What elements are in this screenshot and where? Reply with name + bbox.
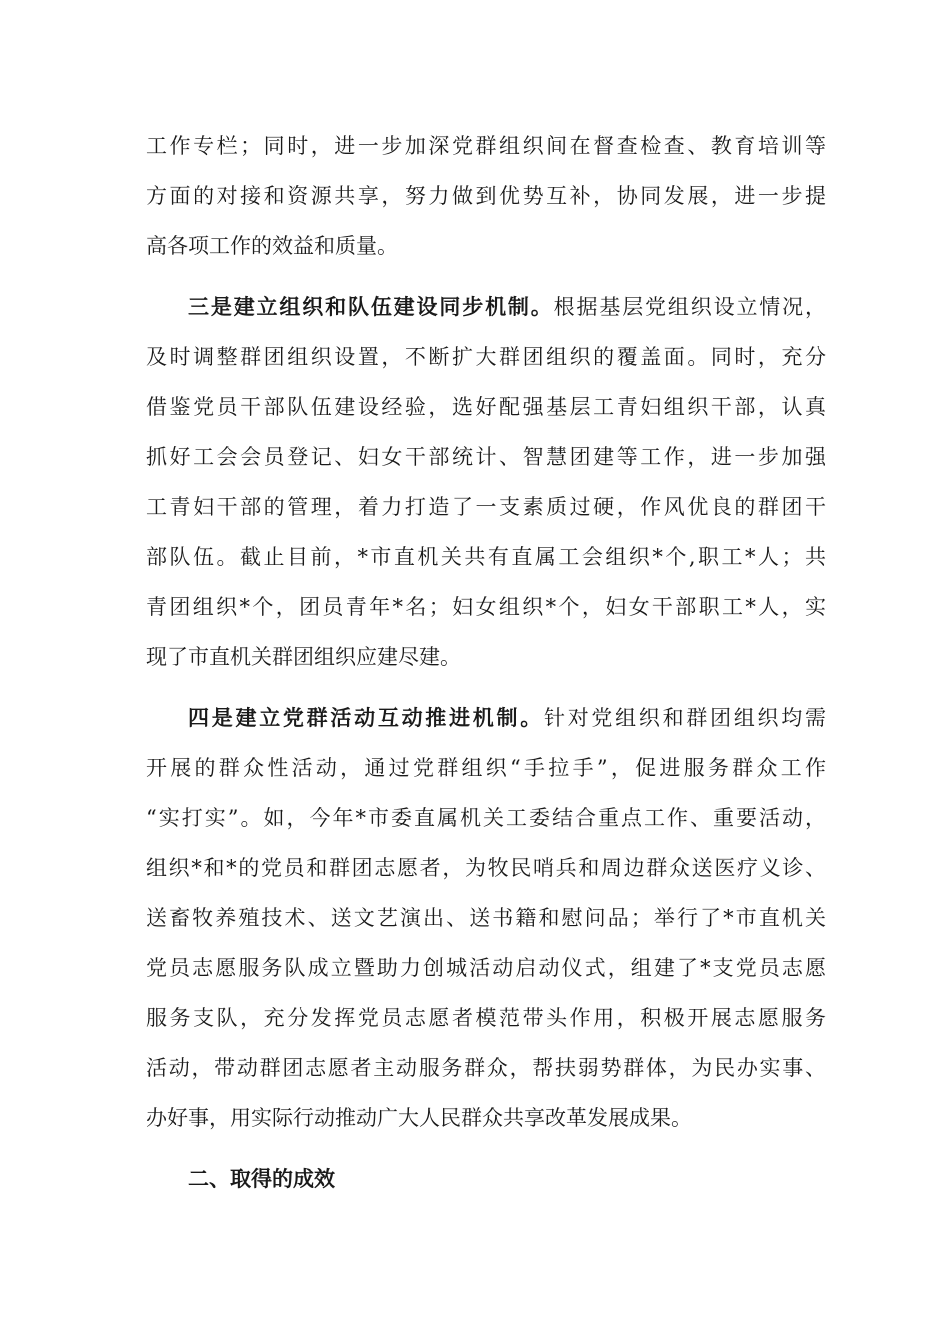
paragraph-2-line-7: 青团组织*个，团员青年*名；妇女组织*个，妇女干部职工*人，实 <box>146 595 826 619</box>
paragraph-1-line-1: 工作专栏；同时，进一步加深党群组织间在督查检查、教育培训等 <box>146 134 826 158</box>
paragraph-3-lead: 四是建立党群活动互动推进机制。 <box>188 705 544 730</box>
paragraph-3-line-6: 党员志愿服务队成立暨助力创城活动启动仪式，组建了*支党员志愿 <box>146 956 826 980</box>
paragraph-3-first-rest: 针对党组织和群团组织均需 <box>543 706 827 730</box>
paragraph-3-line-5: 送畜牧养殖技术、送文艺演出、送书籍和慰问品；举行了*市直机关 <box>146 906 826 930</box>
paragraph-2-lead: 三是建立组织和队伍建设同步机制。 <box>188 294 554 319</box>
paragraph-3-line-4: 组织*和*的党员和群团志愿者，为牧民哨兵和周边群众送医疗义诊、 <box>146 856 826 880</box>
paragraph-2-line-6: 部队伍。截止目前，*市直机关共有直属工会组织*个,职工*人；共 <box>146 545 826 569</box>
paragraph-2-line-3: 借鉴党员干部队伍建设经验，选好配强基层工青妇组织干部，认真 <box>146 395 826 419</box>
paragraph-2-line-2: 及时调整群团组织设置，不断扩大群团组织的覆盖面。同时，充分 <box>146 345 826 369</box>
paragraph-3-line-8: 活动，带动群团志愿者主动服务群众，帮扶弱势群体，为民办实事、 <box>146 1056 826 1080</box>
paragraph-2-line-1 <box>188 292 826 322</box>
paragraph-2-line-4: 抓好工会会员登记、妇女干部统计、智慧团建等工作，进一步加强 <box>146 445 826 469</box>
paragraph-3-line-1 <box>188 703 826 733</box>
paragraph-1-line-3: 高各项工作的效益和质量。 <box>146 234 398 258</box>
paragraph-1-line-2: 方面的对接和资源共享，努力做到优势互补，协同发展，进一步提 <box>146 184 826 208</box>
paragraph-2-first-rest: 根据基层党组织设立情况， <box>553 295 827 319</box>
paragraph-2-line-5: 工青妇干部的管理，着力打造了一支素质过硬，作风优良的群团干 <box>146 495 826 519</box>
paragraph-3-line-9: 办好事，用实际行动推动广大人民群众共享改革发展成果。 <box>146 1106 692 1130</box>
section-heading: 二、取得的成效 <box>188 1166 335 1191</box>
paragraph-3-line-3: “实打实”。如，今年*市委直属机关工委结合重点工作、重要活动， <box>146 806 826 830</box>
paragraph-2-line-8: 现了市直机关群团组织应建尽建。 <box>146 645 461 669</box>
paragraph-3-line-7: 服务支队，充分发挥党员志愿者模范带头作用，积极开展志愿服务 <box>146 1006 826 1030</box>
paragraph-3-line-2: 开展的群众性活动，通过党群组织“手拉手”，促进服务群众工作 <box>146 756 826 780</box>
